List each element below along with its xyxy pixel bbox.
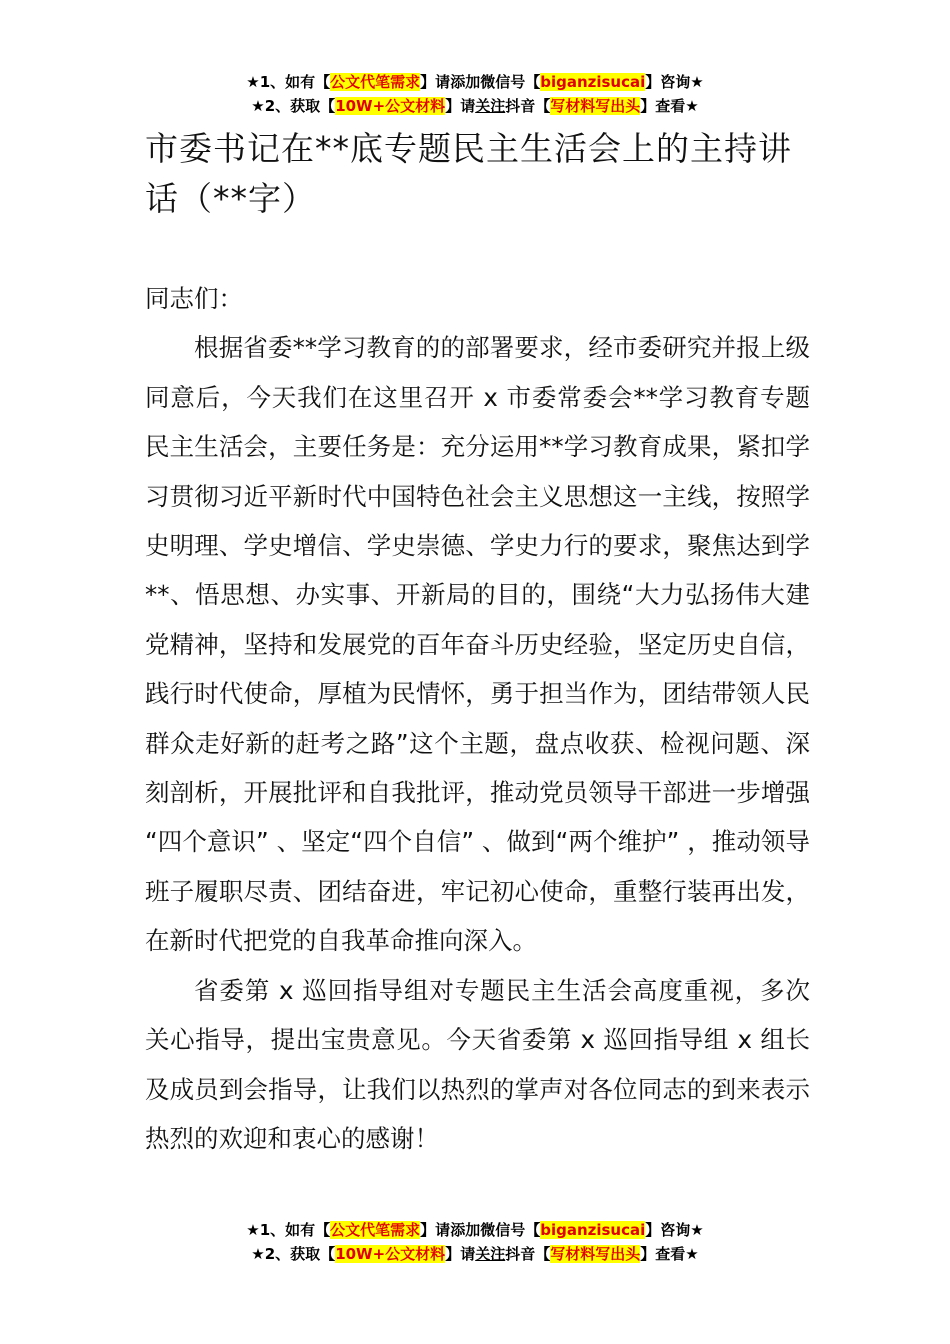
paragraph: 省委第 x 巡回指导组对专题民主生活会高度重视，多次关心指导，提出宝贵意见。今天省委第 x 巡回指导组 x 组长及成员到会指导，让我们以热烈的掌声对各位同志的到来表示热烈的欢迎和衷心的感谢！	[145, 975, 810, 1153]
highlight-materials: 10W+公文材料	[335, 97, 446, 115]
document-title: 市委书记在**底专题民主生活会上的主持讲话（**字）	[145, 129, 792, 218]
highlight-wechat-id: biganzisucai	[540, 73, 646, 91]
emphasis-word: 关注	[475, 97, 506, 115]
promo-line-2: ★2、获取【10W+公文材料】请关注抖音【写材料写出头】查看★	[251, 1245, 699, 1263]
highlight-wechat-id: biganzisucai	[540, 1221, 646, 1239]
promo-line-1: ★1、如有【公文代笔需求】请添加微信号【biganzisucai】咨询★	[246, 1221, 704, 1239]
emphasis-word: 添加	[450, 1221, 481, 1239]
highlight-service: 公文代笔需求	[330, 1221, 421, 1239]
paragraph: 根据省委**学习教育的的部署要求，经市委研究并报上级同意后，今天我们在这里召开 x 市委常委会**学习教育专题民主生活会，主要任务是：充分运用**学习教育成果，紧扣学习贯彻习近平新时代中国特色社会主义思想这一主线，按照学史明理、学史增信、学史崇德、学史力行的要求，聚焦达到学**、悟思想、办实事、开新局的目的，围绕“大力弘扬伟大建党精神，坚持和发展党的百年奋斗历史经验，坚定历史自信，践行时代使命，厚植为民情怀，勇于担当作为，团结带领人民群众走好新的赶考之路”这个主题，盘点收获、检视问题、深刻剖析，开展批评和自我批评，推动党员领导干部进一步增强 “四个意识” 、坚定“四个自信” 、做到“两个维护” ，推动领导班子履职尽责、团结奋进，牢记初心使命，重整行装再出发，在新时代把党的自我革命推向深入。	[145, 333, 810, 956]
highlight-douyin-name: 写材料写出头	[550, 97, 641, 115]
highlight-materials: 10W+公文材料	[335, 1245, 446, 1263]
promo-line-2: ★2、获取【10W+公文材料】请关注抖音【写材料写出头】查看★	[251, 97, 699, 115]
highlight-douyin-name: 写材料写出头	[550, 1245, 641, 1263]
document-body	[145, 274, 810, 1163]
salutation: 同志们：	[145, 284, 243, 313]
promo-banner-top	[0, 70, 950, 118]
emphasis-word: 关注	[475, 1245, 506, 1263]
emphasis-word: 添加	[450, 73, 481, 91]
highlight-service: 公文代笔需求	[330, 73, 421, 91]
promo-banner-bottom	[0, 1218, 950, 1266]
promo-line-1: ★1、如有【公文代笔需求】请添加微信号【biganzisucai】咨询★	[246, 73, 704, 91]
